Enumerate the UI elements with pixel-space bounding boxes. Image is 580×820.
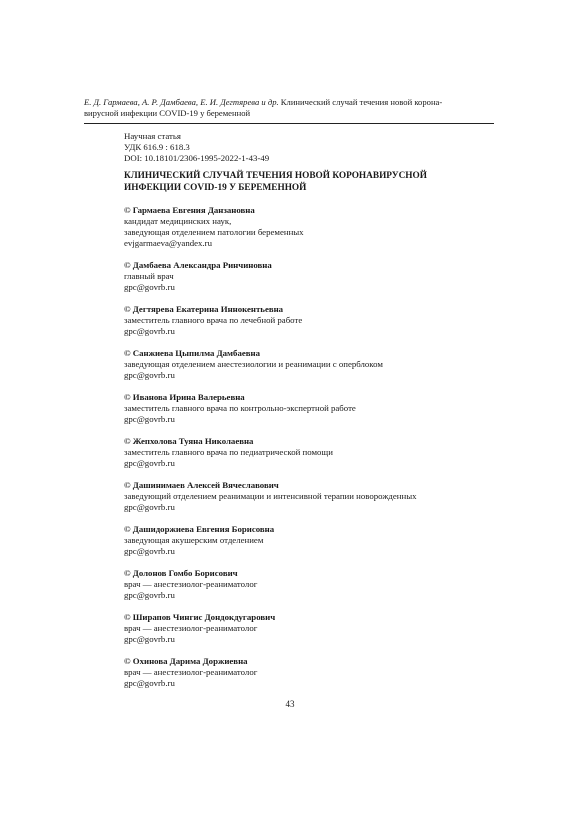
author-name: © Жепхолова Туяна Николаевна <box>124 436 254 446</box>
author-email: evjgarmaeva@yandex.ru <box>124 238 212 248</box>
author-block <box>124 568 504 601</box>
author-name: © Ширапов Чингис Дондокдугарович <box>124 612 276 622</box>
author-block <box>124 304 504 337</box>
author-name: © Дашинимаев Алексей Вячеславович <box>124 480 279 490</box>
authors-list <box>124 205 504 700</box>
article-title-line1: КЛИНИЧЕСКИЙ СЛУЧАЙ ТЕЧЕНИЯ НОВОЙ КОРОНАВИРУСНОЙ <box>124 171 427 181</box>
running-header <box>84 97 494 119</box>
author-name: © Дашидоржиева Евгения Борисовна <box>124 524 275 534</box>
author-email: gpc@govrb.ru <box>124 370 175 380</box>
running-header-title-line1: Клинический случай течения новой корона- <box>278 97 443 107</box>
author-position: кандидат медицинских наук, <box>124 216 232 226</box>
header-rule <box>84 123 494 124</box>
article-title <box>124 171 484 194</box>
author-position: заведующая акушерским отделением <box>124 535 264 545</box>
author-email: gpc@govrb.ru <box>124 502 175 512</box>
author-name: © Дамбаева Александра Ринчиновна <box>124 260 272 270</box>
author-name: © Иванова Ирина Валерьевна <box>124 392 245 402</box>
author-position: заведующая отделением анестезиологии и реанимации с оперблоком <box>124 359 383 369</box>
author-name: © Санжиева Цыпилма Дамбаевна <box>124 348 260 358</box>
running-header-title-line2: вирусной инфекции COVID-19 у беременной <box>84 108 251 118</box>
author-block <box>124 524 504 557</box>
author-email: gpc@govrb.ru <box>124 678 175 688</box>
doi: DOI: 10.18101/2306-1995-2022-1-43-49 <box>124 153 270 163</box>
author-position: заместитель главного врача по контрольно-экспертной работе <box>124 403 356 413</box>
running-header-authors: Е. Д. Гармаева, А. Р. Дамбаева, Е. И. Дегтярева и др. <box>84 97 279 107</box>
article-title-line2: ИНФЕКЦИИ COVID-19 У БЕРЕМЕННОЙ <box>124 182 307 193</box>
udc-code: УДК 616.9 : 618.3 <box>124 142 190 152</box>
author-position: врач — анестезиолог-реаниматолог <box>124 579 258 589</box>
author-position: заместитель главного врача по лечебной работе <box>124 315 303 325</box>
author-name: © Гармаева Евгения Данзановна <box>124 205 255 215</box>
author-position: заместитель главного врача по педиатрической помощи <box>124 447 333 457</box>
author-name: © Охинова Дарима Доржиевна <box>124 656 248 666</box>
author-position: врач — анестезиолог-реаниматолог <box>124 667 258 677</box>
author-position: заведующая отделением патологии беременных <box>124 227 304 237</box>
author-position: главный врач <box>124 271 174 281</box>
author-block <box>124 260 504 293</box>
article-type: Научная статья <box>124 131 181 141</box>
author-block <box>124 436 504 469</box>
author-email: gpc@govrb.ru <box>124 590 175 600</box>
author-email: gpc@govrb.ru <box>124 458 175 468</box>
author-position: врач — анестезиолог-реаниматолог <box>124 623 258 633</box>
author-email: gpc@govrb.ru <box>124 414 175 424</box>
author-block <box>124 656 504 689</box>
author-name: © Долонов Гомбо Борисович <box>124 568 238 578</box>
author-email: gpc@govrb.ru <box>124 634 175 644</box>
author-block <box>124 480 504 513</box>
author-block <box>124 392 504 425</box>
article-meta <box>124 131 484 164</box>
author-block <box>124 205 504 249</box>
author-email: gpc@govrb.ru <box>124 326 175 336</box>
author-name: © Дегтярева Екатерина Иннокентьевна <box>124 304 284 314</box>
author-block <box>124 348 504 381</box>
author-block <box>124 612 504 645</box>
author-email: gpc@govrb.ru <box>124 282 175 292</box>
author-email: gpc@govrb.ru <box>124 546 175 556</box>
page-number: 43 <box>285 699 295 709</box>
author-position: заведующий отделением реанимации и интенсивной терапии новорожденных <box>124 491 417 501</box>
